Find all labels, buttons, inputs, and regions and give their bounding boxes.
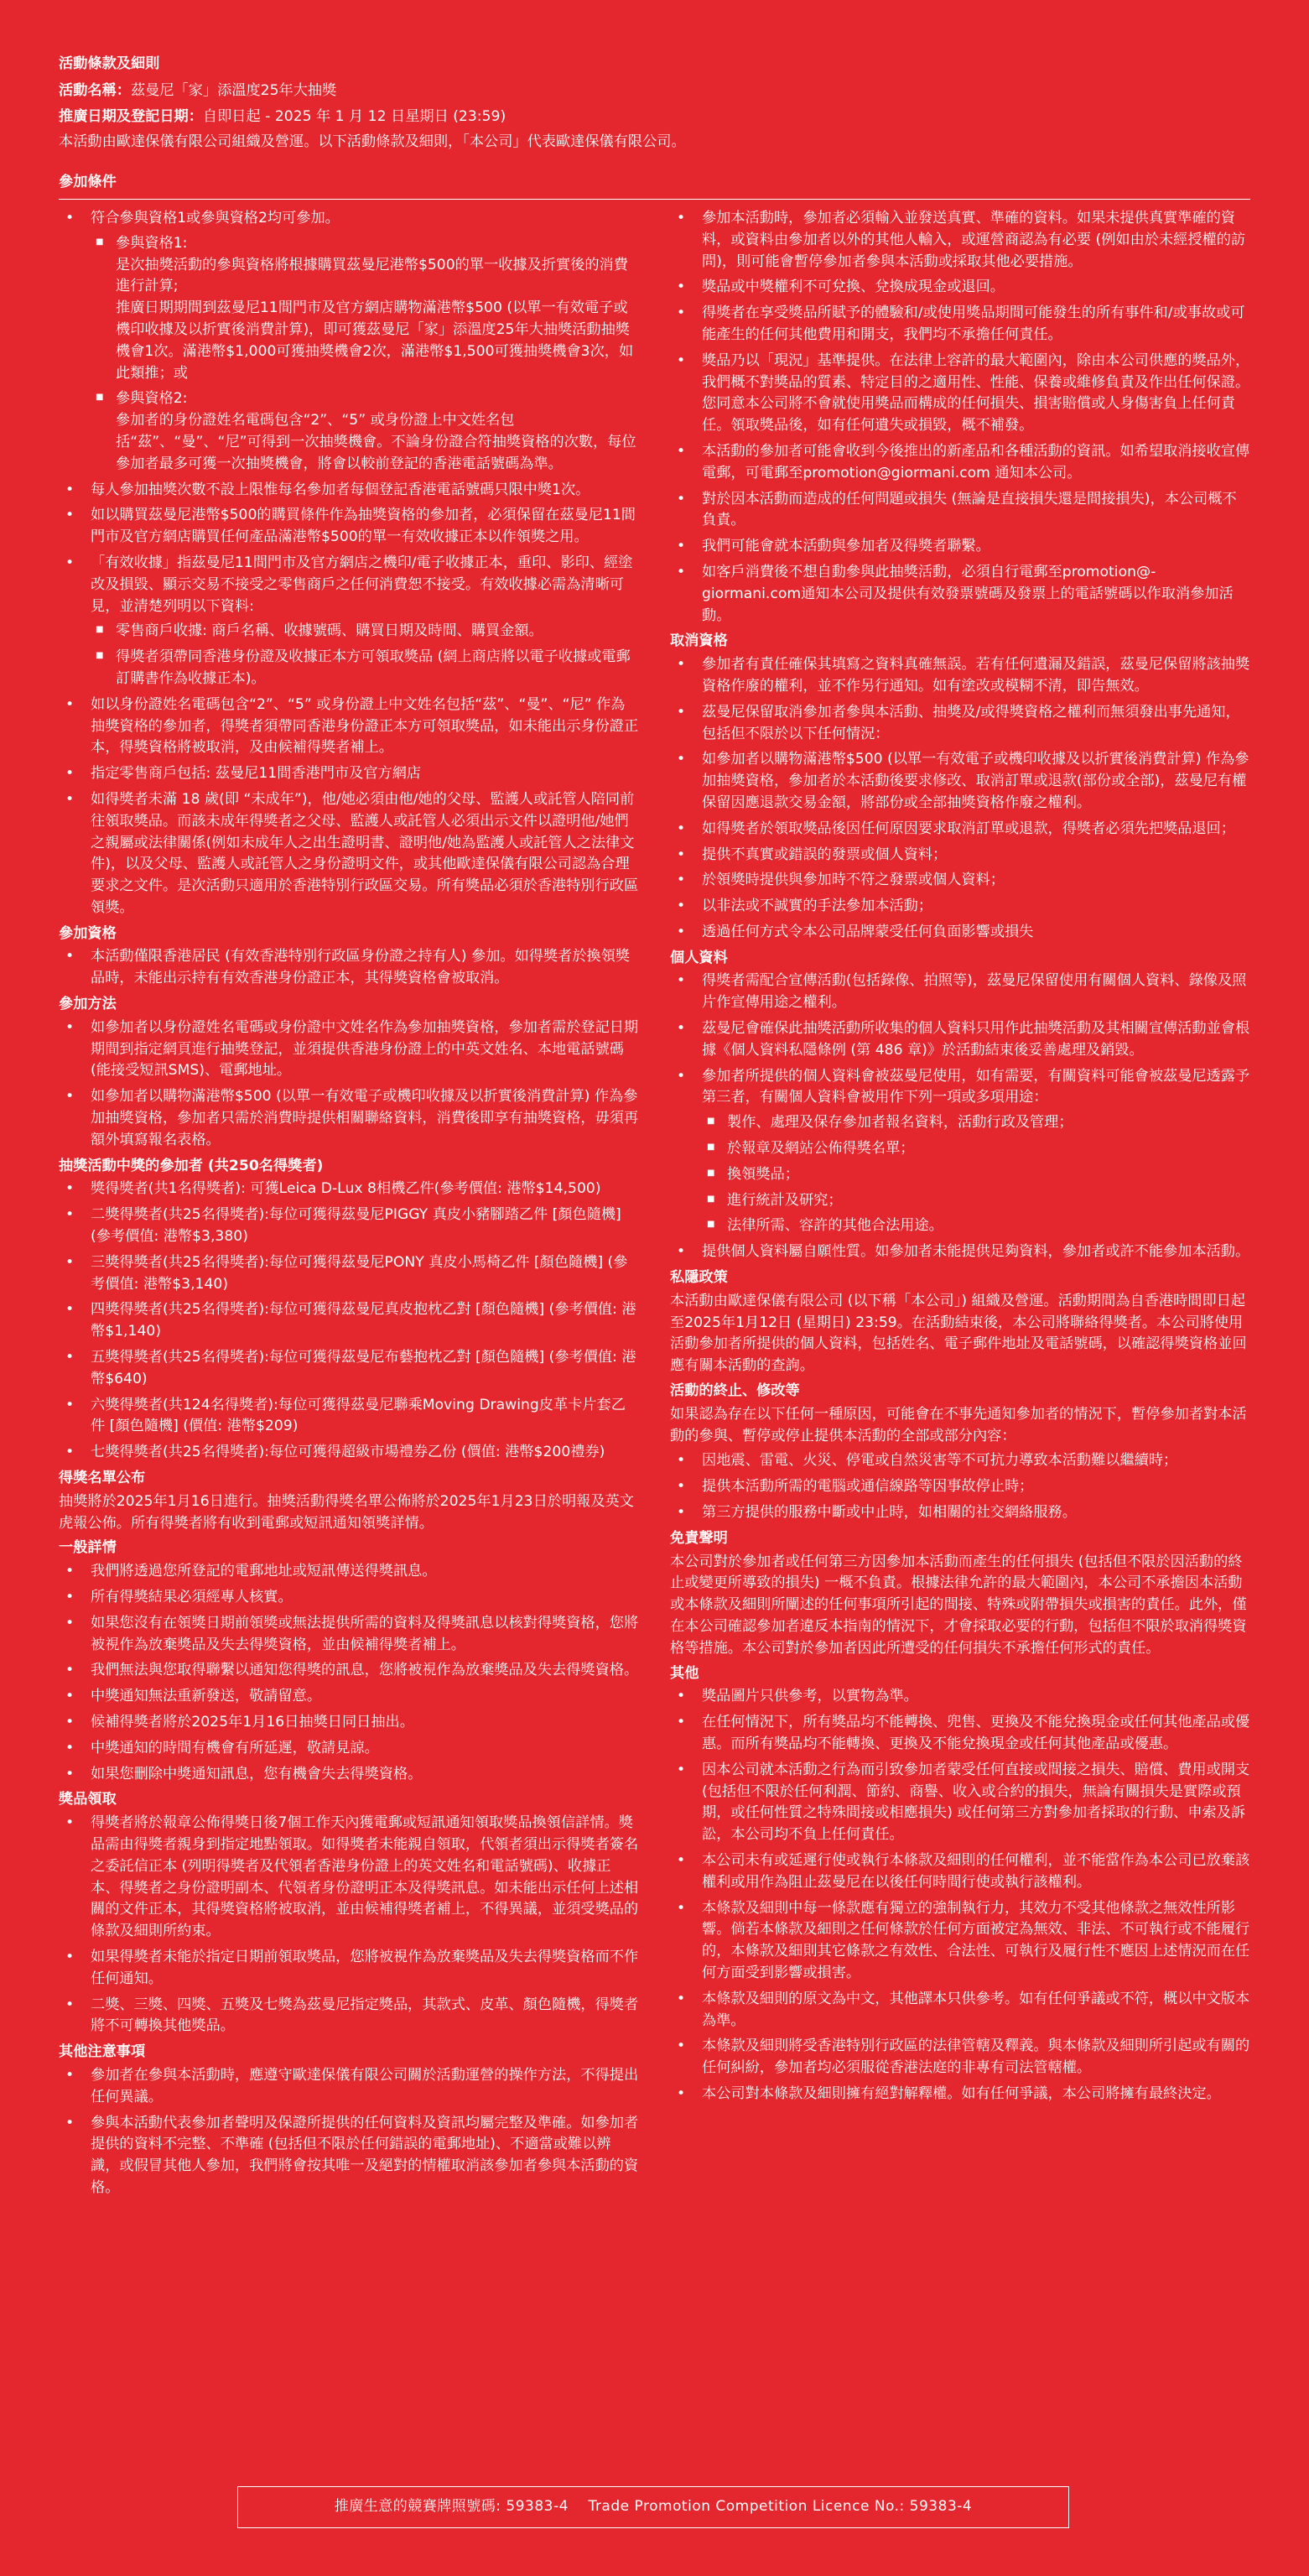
list-item: • 如果您沒有在領獎日期前領獎或無法提供所需的資料及得獎訊息以核對得獎資格，您將被視作為放棄獎品及失去得獎資格，並由候補得獎者補上。 — [59, 1613, 639, 1657]
participation-heading: 參加資格 — [59, 924, 117, 942]
campaign-date-row — [59, 107, 1250, 128]
list-item: • 如得獎者於領取獎品後因任何原因要求取消訂單或退款，得獎者必須先把獎品退回； — [670, 819, 1250, 840]
list-item: • 指定零售商戶包括: 茲曼尼11間香港門市及官方網店 — [59, 763, 639, 785]
list-item: ■ 得獎者須帶同香港身份證及收據正本方可領取獎品 (網上商店將以電子收據或電郵訂購書作為收據正本)。 — [91, 647, 639, 690]
list-item: • 茲曼尼保留取消參加者參與本活動、抽獎及/或得獎資格之權利而無須發出事先通知，包括但不限於以下任何情況： — [670, 702, 1250, 746]
general-list — [59, 1561, 639, 1785]
list-item: • 四獎得獎者(共25名得獎者):每位可獲得茲曼尼真皮抱枕乙對 [顏色隨機] (參考價值: 港幣$1,140) — [59, 1299, 639, 1343]
list-item: • 如得獎者未滿 18 歲(即 “未成年”)，他/她必須由他/她的父母、監護人或託管人陪同前往領取獎品。而該未成年得獎者之父母、監護人或託管人必須出示文件以證明他/她們之親屬或法律關係(例如未成年人之出生證明書、證明他/她為監護人或託管人之法律文件)，以及父母、監護人或託管人之身份證明文件，或其他歐達保儀有限公司認為合理要求之文件。是次活動只適用於香港特別行政區交易。所有獎品必須於香港特別行政區領獎。 — [59, 789, 639, 919]
list-item: • 因地震、雷電、火災、停電或自然災害等不可抗力導致本活動難以繼續時； — [670, 1450, 1250, 1472]
list-item: • 本條款及細則將受香港特別行政區的法律管轄及釋義。與本條款及細則所引起或有關的任何糾紛，參加者均必須服從香港法庭的非專有司法管轄權。 — [670, 2036, 1250, 2079]
list-item: • 茲曼尼會確保此抽獎活動所收集的個人資料只用作此抽獎活動及其相關宣傳活動並會根據《個人資料私隱條例 (第 486 章)》於活動結束後妥善處理及銷毀。 — [670, 1018, 1250, 1062]
licence-footer — [237, 2486, 1069, 2528]
disqualification-heading: 取消資格 — [670, 632, 728, 650]
list-item: • 本公司未有或延遲行使或執行本條款及細則的任何權利，並不能當作為本公司已放棄該權利或用作為阻止茲曼尼在以後任何時間行使或執行該權利。 — [670, 1850, 1250, 1894]
top-notes-list — [670, 208, 1250, 627]
list-item: • 參與本活動代表參加者聲明及保證所提供的任何資料及資訊均屬完整及準確。如參加者提供的資料不完整、不準確 (包括但不限於任何錯誤的電郵地址)、不適當或難以辨識，或假冒其他人參加，我們將會按其唯一及絕對的情權取消該參加者參與本活動的資格。 — [59, 2113, 639, 2199]
list-item: • 如客戶消費後不想自動參與此抽獎活動，必須自行電郵至promotion@-giormani.com通知本公司及提供有效發票號碼及發票上的電話號碼以作取消參加活動。 — [670, 562, 1250, 627]
list-item: • 因本公司就本活動之行為而引致參加者蒙受任何直接或間接之損失、賠償、費用或開支 (包括但不限於任何利潤、節約、商譽、收入或合約的損失，無論有關損失是實際或預期，或任何性質之特殊間接或相應損失) 或任何第三方對參加者採取的行動、申索及訴訟，本公司均不負上任何責任。 — [670, 1760, 1250, 1846]
list-item: • 五獎得獎者(共25名得獎者):每位可獲得茲曼尼布藝抱枕乙對 [顏色隨機] (參考價值: 港幣$640) — [59, 1347, 639, 1391]
list-item: • 如參加者以購物滿港幣$500 (以單一有效電子或機印收據及以折實後消費計算) 作為參加抽獎資格，參加者於本活動後要求修改、取消訂單或退款(部份或全部)，茲曼尼有權保留因應退款交易金額，將部份或全部抽獎資格作廢之權利。 — [670, 749, 1250, 814]
list-item: • 提供個人資料屬自願性質。如參加者未能提供足夠資料，參加者或許不能參加本活動。 — [670, 1241, 1250, 1263]
method-list — [59, 1017, 639, 1152]
receipt-definition: 「有效收據」指茲曼尼11間門市及官方網店之機印/電子收據正本，重印、影印、經塗改及損毀、顯示交易不接受之零售商戶之任何消費恕不接受。有效收據必需為清晰可見，並清楚列明以下資料: — [91, 554, 633, 615]
data-use-intro: 參加者所提供的個人資料會被茲曼尼使用，如有需要，有關資料可能會被茲曼尼透露予第三者，有關個人資料會被用作下列一項或多項用途： — [702, 1067, 1250, 1106]
list-item — [91, 388, 639, 475]
list-item: • 獎得獎者(共1名得獎者): 可獲Leica D-Lux 8相機乙件(參考價值: 港幣$14,500) — [59, 1179, 639, 1200]
list-item: • 以非法或不誠實的手法參加本活動； — [670, 896, 1250, 918]
terms-header — [59, 54, 1250, 154]
list-item: • 提供不真實或錯誤的發票或個人資料； — [670, 845, 1250, 866]
list-item: • 獎品圖片只供參考，以實物為準。 — [670, 1686, 1250, 1708]
receipt-requirements — [91, 621, 639, 690]
left-column — [59, 208, 639, 2204]
personal-data-list — [670, 971, 1250, 1263]
list-item: • 獎品乃以「現況」基準提供。在法律上容許的最大範圍內，除由本公司供應的獎品外，我們概不對獎品的質素、特定目的之適用性、性能、保養或維修負責及作出任何保證。您同意本公司將不會就使用獎品而構成的任何損失、損害賠償或人身傷害負上任何責任。領取獎品後，如有任何遺失或損毀，概不補發。 — [670, 351, 1250, 437]
list-item: • 提供本活動所需的電腦或通信線路等因事故停止時； — [670, 1476, 1250, 1498]
privacy-heading: 私隱政策 — [670, 1269, 728, 1287]
list-item: • 如果得獎者未能於指定日期前領取獎品，您將被視作為放棄獎品及失去得獎資格而不作任何通知。 — [59, 1947, 639, 1991]
data-use-list — [702, 1112, 1250, 1237]
list-item: ■ 進行統計及研究； — [702, 1190, 1250, 1212]
termination-list — [670, 1450, 1250, 1523]
list-item: • 獎品或中獎權利不可兌換、兌換成現金或退回。 — [670, 277, 1250, 299]
qualification-list — [91, 233, 639, 476]
qualification-1-label: ■ 參與資格1: — [116, 234, 188, 252]
list-item: • 如參加者以購物滿港幣$500 (以單一有效電子或機印收據及以折實後消費計算) 作為參加抽獎資格，參加者只需於消費時提供相關聯絡資料，消費後即享有抽獎資格，毋須再額外填寫報名表格。 — [59, 1086, 639, 1151]
misc-list — [670, 1686, 1250, 2105]
list-item: • 六獎得獎者(共124名得獎者):每位可獲得茲曼尼聯乘Moving Drawing皮革卡片套乙件 [顏色隨機] (價值: 港幣$209) — [59, 1395, 639, 1439]
list-item: • 候補得獎者將於2025年1月16日抽獎日同日抽出。 — [59, 1712, 639, 1734]
list-item: ■ 換領獎品； — [702, 1164, 1250, 1186]
announcement-heading: 得獎名單公布 — [59, 1470, 146, 1487]
right-column — [670, 208, 1250, 2204]
disclaimer-heading: 免責聲明 — [670, 1529, 728, 1547]
list-item: • 中獎通知的時間有機會有所延遲，敬請見諒。 — [59, 1738, 639, 1760]
qualification-2-text: 參加者的身份證姓名電碼包含“2”、“5” 或身份證上中文姓名包括“茲”、“曼”、“尼”可得到一次抽獎機會。不論身份證合符抽獎資格的次數，每位參加者最多可獲一次抽獎機會，將會以較前登記的香港電話號碼為準。 — [116, 412, 636, 472]
page-title: 活動條款及細則 — [59, 55, 160, 72]
terms-columns — [59, 208, 1250, 2204]
list-item: • 如以購買茲曼尼港幣$500的購買條件作為抽獎資格的參加者，必須保留在茲曼尼11間門市及官方網店購買任何產品滿港幣$500的單一有效收據正本以作領獎之用。 — [59, 505, 639, 549]
campaign-name-row — [59, 81, 1250, 102]
list-item: • 第三方提供的服務中斷或中止時，如相關的社交網絡服務。 — [670, 1502, 1250, 1524]
list-item: • 二獎、三獎、四獎、五獎及七獎為茲曼尼指定獎品，其款式、皮革、顏色隨機，得獎者將不可轉換其他獎品。 — [59, 1995, 639, 2038]
campaign-name-value: 茲曼尼「家」添溫度25年大抽獎 — [130, 81, 337, 99]
list-item: ■ 於報章及網站公佈得獎名單； — [702, 1138, 1250, 1160]
list-item: ■ 製作、處理及保存參加者報名資料，活動行政及管理； — [702, 1112, 1250, 1134]
list-item — [59, 208, 639, 476]
list-item: • 透過任何方式令本公司品牌蒙受任何負面影響或損失 — [670, 922, 1250, 944]
eligibility-list — [59, 208, 639, 919]
campaign-date-value: 自即日起 - 2025 年 1 月 12 日星期日 (23:59) — [202, 107, 506, 125]
list-item: • 我們無法與您取得聯繫以通知您得獎的訊息，您將被視作為放棄獎品及失去得獎資格。 — [59, 1660, 639, 1682]
list-item: • 本條款及細則的原文為中文，其他譯本只供參考。如有任何爭議或不符，概以中文版本為準。 — [670, 1989, 1250, 2032]
campaign-date-label: 推廣日期及登記日期： — [59, 107, 203, 125]
list-item: • 本條款及細則中每一條款應有獨立的強制執行力，其效力不受其他條款之無效性所影響。倘若本條款及細則之任何條款於任何方面被定為無效、非法、不可執行或不能履行的，本條款及細則其它條款之有效性、合法性、可執行及履行性不應因上述情況而在任何方面受到影響或損害。 — [670, 1898, 1250, 1985]
list-item — [91, 233, 639, 385]
other-notes-list — [59, 2065, 639, 2199]
licence-number: 推廣生意的競賽牌照號碼: 59383-4 Trade Promotion Competition Licence No.: 59383-4 — [334, 2498, 973, 2516]
list-item: • 我們可能會就本活動與參加者及得獎者聯繫。 — [670, 536, 1250, 558]
campaign-name-label: 活動名稱： — [59, 81, 131, 99]
list-item: ■ 法律所需、容許的其他合法用途。 — [702, 1215, 1250, 1237]
prize-list — [59, 1179, 639, 1464]
list-item: • 我們將透過您所登記的電郵地址或短訊傳送得獎訊息。 — [59, 1561, 639, 1583]
list-item: • 所有得獎結果必須經專人核實。 — [59, 1587, 639, 1609]
list-item: • 參加者有責任確保其填寫之資料真確無誤。若有任何遺漏及錯誤，茲曼尼保留將該抽獎資格作廢的權利，並不作另行通知。如有塗改或模糊不清，即告無效。 — [670, 654, 1250, 698]
list-item: ■ 零售商戶收據: 商戶名稱、收據號碼、購買日期及時間、購買金額。 — [91, 621, 639, 643]
section-divider — [59, 199, 1250, 200]
list-item: • 參加者在參與本活動時，應遵守歐達保儀有限公司關於活動運營的操作方法，不得提出任何異議。 — [59, 2065, 639, 2109]
list-item: • 如以身份證姓名電碼包含“2”、“5” 或身份證上中文姓名包括“茲”、“曼”、“尼” 作為抽獎資格的參加者，得獎者須帶同香港身份證正本方可領取獎品，如未能出示身份證正本，得獎資格將被取消，及由候補得獎者補上。 — [59, 695, 639, 759]
list-item: • 本公司對本條款及細則擁有絕對解釋權。如有任何爭議，本公司將擁有最終決定。 — [670, 2084, 1250, 2105]
qualification-1-text-a: 是次抽獎活動的參與資格將根據購買茲曼尼港幣$500的單一收據及折實後的消費進行計算; — [116, 256, 628, 295]
conditions-title: 參加條件 — [59, 174, 117, 191]
disclaimer-text: 本公司對於參加者或任何第三方因參加本活動而產生的任何損失 (包括但不限於因活動的終止或變更所導致的損失) 一概不負責。根據法律允許的最大範圍內，本公司不承擔因本活動或本條款及細則所闡述的任何事項所引起的間接、特殊或附帶損失或損害的責任。此外，僅在本公司確認參加者違反本指南的情況下，才會採取必要的行動，包括但不限於取消得獎資格等措施。本公司對於參加者因此所遭受的任何損失不承擔任何形式的責任。 — [670, 1553, 1247, 1657]
qualification-2-label: ■ 參與資格2: — [116, 390, 188, 408]
list-item: • 得獎者需配合宣傳活動(包括錄像、拍照等)，茲曼尼保留使用有關個人資料、錄像及照片作宣傳用途之權利。 — [670, 971, 1250, 1014]
list-item: • 得獎者在享受獎品所賦予的體驗和/或使用獎品期間可能發生的所有事件和/或事故或可能產生的任何其他費用和開支，我們均不承擔任何責任。 — [670, 303, 1250, 346]
termination-text: 如果認為存在以下任何一種原因，可能會在不事先通知參加者的情況下，暫停參加者對本活動的參與、暫停或停止提供本活動的全部或部分內容： — [670, 1405, 1247, 1444]
method-heading: 參加方法 — [59, 996, 117, 1013]
redeem-list — [59, 1813, 639, 2037]
prizes-heading: 抽獎活動中獎的參加者 (共250名得獎者) — [59, 1157, 324, 1174]
list-item: • 如果您刪除中獎通知訊息，您有機會失去得獎資格。 — [59, 1764, 639, 1786]
misc-heading: 其他 — [670, 1664, 699, 1682]
list-item: • 本活動的參加者可能會收到今後推出的新產品和各種活動的資訊。如希望取消接收宣傳電郵，可電郵至promotion@giormani.com 通知本公司。 — [670, 441, 1250, 485]
other-notes-heading: 其他注意事項 — [59, 2043, 146, 2061]
list-item: • 參加本活動時，參加者必須輸入並發送真實、準確的資料。如果未提供真實準確的資料，或資料由參加者以外的其他人輸入，或運營商認為有必要 (例如由於未經授權的訪問)，則可能會暫停參加者參與本活動或採取其他必要措施。 — [670, 208, 1250, 273]
list-item: • 對於因本活動而造成的任何問題或損失 (無論是直接損失還是間接損失)，本公司概不負責。 — [670, 489, 1250, 533]
list-item: • 中獎通知無法重新發送，敬請留意。 — [59, 1686, 639, 1708]
list-item: • 在任何情況下，所有獎品均不能轉換、兜售、更換及不能兌換現金或任何其他產品或優惠。而所有獎品均不能轉換、更換及不能兌換現金或任何其他產品或優惠。 — [670, 1712, 1250, 1756]
general-heading: 一般詳情 — [59, 1539, 117, 1557]
list-item: • 每人參加抽獎次數不設上限惟每名參加者每個登記香港電話號碼只限中獎1次。 — [59, 480, 639, 502]
privacy-text: 本活動由歐達保儀有限公司 (以下稱「本公司」) 組織及營運。活動期間為自香港時間即日起至2025年1月12日 (星期日) 23:59。在活動結束後，本公司將聯絡得獎者。本公司將使用活動參加者所提供的個人資料，包括姓名、電子郵件地址及電話號碼，以確認得獎資格並回應有關本活動的查詢。 — [670, 1292, 1247, 1375]
list-item: • 本活動僅限香港居民 (有效香港特別行政區身份證之持有人) 參加。如得獎者於換領獎品時，未能出示持有有效香港身份證正本，其得獎資格會被取消。 — [59, 946, 639, 990]
organizer-intro: 本活動由歐達保儀有限公司組織及營運。以下活動條款及細則，「本公司」代表歐達保儀有限公司。 — [59, 133, 686, 151]
list-item: • 如參加者以身份證姓名電碼或身份證中文姓名作為參加抽獎資格，參加者需於登記日期期間到指定網頁進行抽獎登記，並須提供香港身份證上的中英文姓名、本地電話號碼(能接受短訊SMS)、電郵地址。 — [59, 1017, 639, 1082]
qualification-1-text-b: 推廣日期期間到茲曼尼11間門市及官方網店購物滿港幣$500 (以單一有效電子或機印收據及以折實後消費計算)，即可獲茲曼尼「家」添溫度25年大抽獎活動抽獎機會1次。滿港幣$1,000可獲抽獎機會2次，滿港幣$1,500可獲抽獎機會3次，如此類推；或 — [116, 299, 634, 382]
list-item — [59, 553, 639, 690]
redeem-heading: 獎品領取 — [59, 1791, 117, 1808]
list-item — [670, 1066, 1250, 1238]
announcement-text: 抽獎將於2025年1月16日進行。抽獎活動得獎名單公佈將於2025年1月23日於明報及英文虎報公佈。所有得獎者將有收到電郵或短訊通知領獎詳情。 — [59, 1492, 634, 1532]
eligibility-intro: 符合參與資格1或參與資格2均可參加。 — [91, 209, 340, 226]
personal-data-heading: 個人資料 — [670, 949, 728, 966]
termination-heading: 活動的終止、修改等 — [670, 1382, 800, 1400]
list-item: • 三獎得獎者(共25名得獎者):每位可獲得茲曼尼PONY 真皮小馬椅乙件 [顏色隨機] (參考價值: 港幣$3,140) — [59, 1252, 639, 1296]
list-item: • 得獎者將於報章公佈得獎日後7個工作天內獲電郵或短訊通知領取獎品換領信詳情。獎品需由得獎者親身到指定地點領取。如得獎者未能親自領取，代領者須出示得獎者簽名之委託信正本 (列明得獎者及代領者香港身份證上的英文姓名和電話號碼)、收據正本、得獎者之身份證明副本、代領者身份證明正本及得獎訊息。如未能出示任何上述相關的文件正本，其得獎資格將被取消，並由候補得獎者補上，不得異議，並須受獎品的條款及細則所約束。 — [59, 1813, 639, 1943]
list-item: • 二獎得獎者(共25名得獎者):每位可獲得茲曼尼PIGGY 真皮小豬腳踏乙件 [顏色隨機] (參考價值: 港幣$3,380) — [59, 1205, 639, 1248]
participation-list — [59, 946, 639, 990]
list-item: • 七獎得獎者(共25名得獎者):每位可獲得超級市場禮券乙份 (價值: 港幣$200禮券) — [59, 1442, 639, 1464]
disqualification-list — [670, 654, 1250, 944]
list-item: • 於領獎時提供與參加時不符之發票或個人資料； — [670, 870, 1250, 892]
